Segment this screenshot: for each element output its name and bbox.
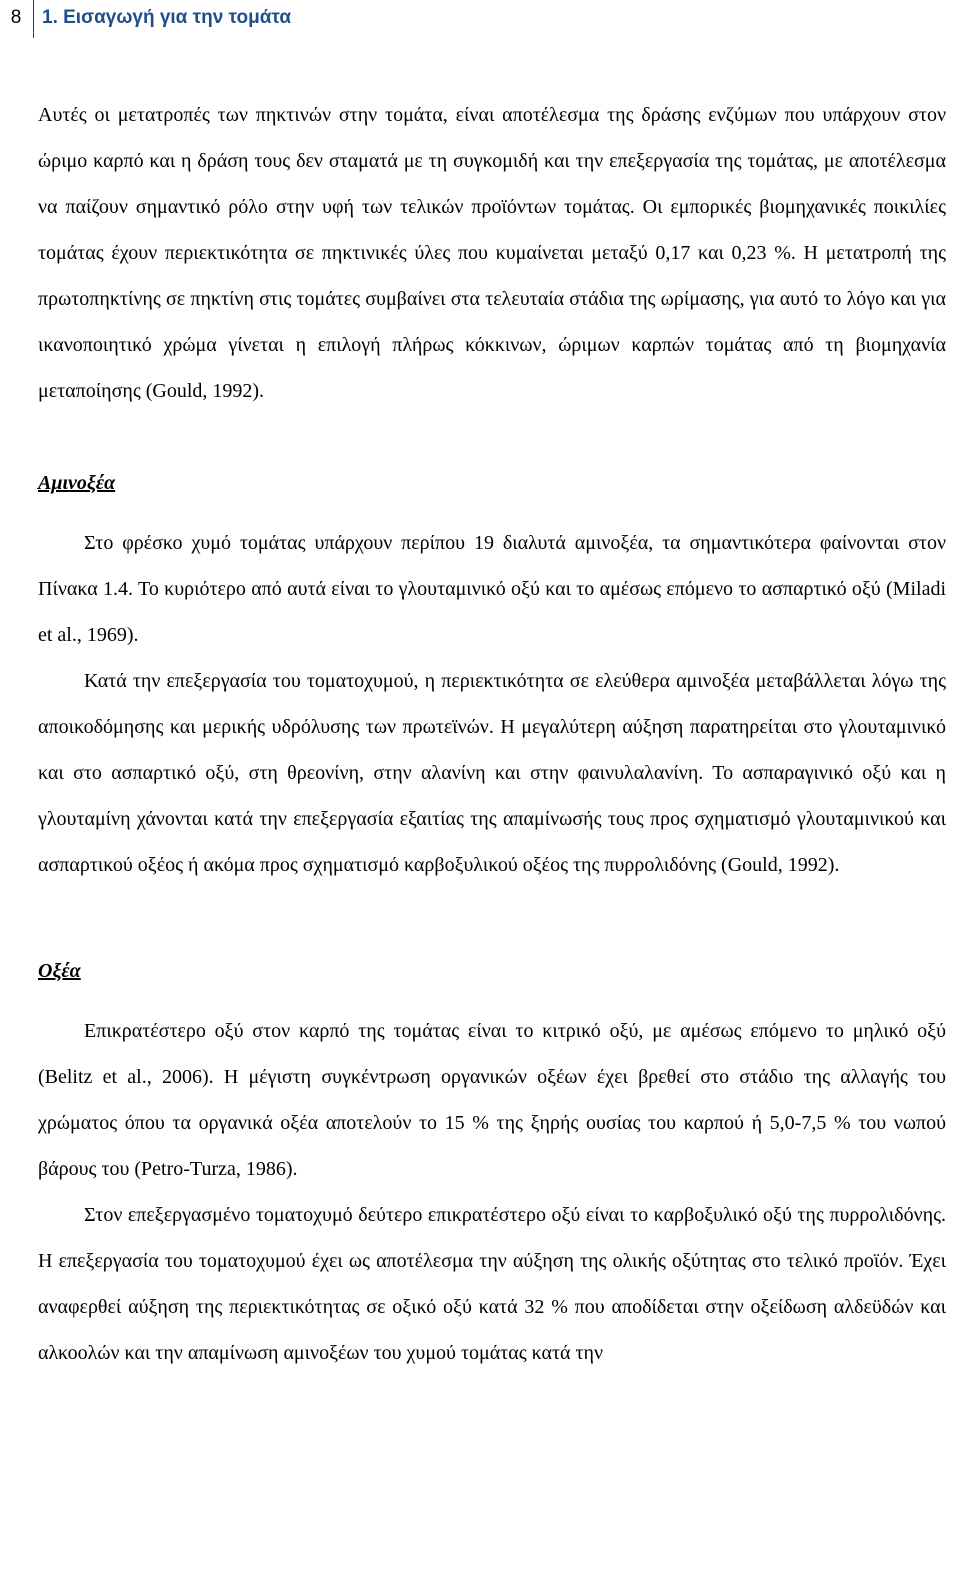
spacer	[38, 994, 946, 1008]
section-heading-acids: Οξέα	[38, 960, 81, 982]
spacer	[38, 414, 946, 460]
chapter-title: 1. Εισαγωγή για την τομάτα	[42, 7, 292, 28]
paragraph-amino-2: Κατά την επεξεργασία του τοματοχυμού, η περιεκτικότητα σε ελεύθερα αμινοξέα μεταβάλλεται λόγω της αποικοδόμησης και μερικής υδρόλυσης των πρωτεϊνών. Η μεγαλύτερη αύξηση παρατηρείται στο γλουταμινικό και στο ασπαρτικό οξύ, στη θρεονίνη, στην αλανίνη και στην φαινυλαλανίνη. Το ασπαραγινικό οξύ και η γλουταμίνη χάνονται κατά την επεξεργασία εξαιτίας της απαμίνωσής τους προς σχηματισμό γλουταμινικού και ασπαρτικού οξέος ή ακόμα προς σχηματισμό καρβοξυλικού οξέος της πυρρολιδόνης (Gould, 1992).	[38, 670, 946, 876]
section-heading-amino-acids: Αμινοξέα	[38, 472, 116, 494]
paragraph-acids-2: Στον επεξεργασμένο τοματοχυμό δεύτερο επικρατέστερο οξύ είναι το καρβοξυλικό οξύ της πυρρολιδόνης. Η επεξεργασία του τοματοχυμού έχει ως αποτέλεσμα την αύξηση της ολικής οξύτητας στο τελικό προϊόν. Έχει αναφερθεί αύξηση της περιεκτικότητας σε οξικό οξύ κατά 32 % που αποδίδεται στην οξείδωση αλδεϋδών και αλκοολών και την απαμίνωση αμινοξέων του χυμού τομάτας κατά την	[38, 1204, 946, 1364]
spacer	[38, 888, 946, 948]
running-header	[0, 0, 960, 36]
spacer	[38, 506, 946, 520]
page-number: 8	[10, 7, 22, 28]
page-body	[38, 92, 946, 1376]
paragraph-acids-1: Επικρατέστερο οξύ στον καρπό της τομάτας είναι το κιτρικό οξύ, με αμέσως επόμενο το μηλικό οξύ (Belitz et al., 2006). Η μέγιστη συγκέντρωση οργανικών οξέων έχει βρεθεί στο στάδιο της αλλαγής του χρώματος όπου τα οργανικά οξέα αποτελούν το 15 % της ξηρής ουσίας του καρπού ή 5,0-7,5 % του νωπού βάρους του (Petro-Turza, 1986).	[38, 1020, 946, 1180]
paragraph-pectins: Αυτές οι μετατροπές των πηκτινών στην τομάτα, είναι αποτέλεσμα της δράσης ενζύμων που υπάρχουν στον ώριμο καρπό και η δράση τους δεν σταματά με τη συγκομιδή και την επεξεργασία της τομάτας, με αποτέλεσμα να παίζουν σημαντικό ρόλο στην υφή των τελικών προϊόντων τομάτας. Οι εμπορικές βιομηχανικές ποικιλίες τομάτας έχουν περιεκτικότητα σε πηκτινικές ύλες που κυμαίνεται μεταξύ 0,17 και 0,23 %. Η μετατροπή της πρωτοπηκτίνης σε πηκτίνη στις τομάτες συμβαίνει στα τελευταία στάδια της ωρίμασης, για αυτό το λόγο και για ικανοποιητικό χρώμα γίνεται η επιλογή πλήρως κόκκινων, ώριμων καρπών τομάτας από τη βιομηχανία μεταποίησης (Gould, 1992).	[38, 104, 946, 402]
paragraph-amino-1: Στο φρέσκο χυμό τομάτας υπάρχουν περίπου 19 διαλυτά αμινοξέα, τα σημαντικότερα φαίνονται στον Πίνακα 1.4. Το κυριότερο από αυτά είναι το γλουταμινικό οξύ και το αμέσως επόμενο το ασπαρτικό οξύ (Miladi et al., 1969).	[38, 532, 946, 646]
header-divider	[33, 0, 34, 38]
